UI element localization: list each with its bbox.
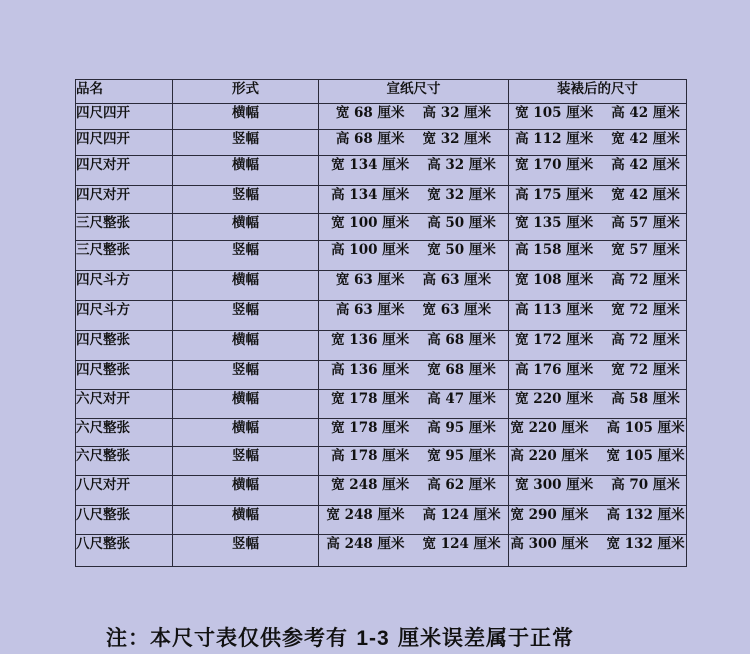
cell-paper-size <box>319 156 509 186</box>
paper-dimension: 高 32 厘米 <box>422 105 492 121</box>
table-row <box>76 476 687 506</box>
cell-name: 八尺对开 <box>76 476 173 506</box>
paper-dimension: 高 47 厘米 <box>427 391 496 407</box>
mounted-dimension: 宽 42 厘米 <box>611 131 680 147</box>
mounted-dimension: 宽 170 厘米 <box>515 157 594 173</box>
header-mounted-size: 装裱后的尺寸 <box>509 80 687 104</box>
mounted-dimension: 高 42 厘米 <box>611 105 680 121</box>
mounted-dimension: 宽 290 厘米 <box>510 507 589 523</box>
mounted-dimension: 宽 135 厘米 <box>515 215 594 231</box>
cell-name: 八尺整张 <box>76 535 173 567</box>
cell-mounted-size <box>509 156 687 186</box>
paper-dimension: 高 100 厘米 <box>331 242 410 258</box>
cell-mounted-size <box>509 535 687 567</box>
cell-form: 横幅 <box>173 104 319 130</box>
cell-form: 竖幅 <box>173 186 319 214</box>
cell-form: 竖幅 <box>173 361 319 390</box>
header-row <box>76 80 687 104</box>
cell-paper-size <box>319 447 509 476</box>
cell-name: 六尺对开 <box>76 390 173 419</box>
paper-dimension: 宽 63 厘米 <box>335 272 405 288</box>
cell-paper-size <box>319 331 509 361</box>
paper-dimension: 高 68 厘米 <box>335 131 405 147</box>
table-row <box>76 535 687 567</box>
paper-dimension: 高 50 厘米 <box>427 215 496 231</box>
paper-dimension: 高 62 厘米 <box>427 477 496 493</box>
cell-paper-size <box>319 361 509 390</box>
table-row <box>76 301 687 331</box>
mounted-dimension: 宽 300 厘米 <box>515 477 594 493</box>
paper-dimension: 宽 134 厘米 <box>331 157 410 173</box>
size-table <box>75 79 687 567</box>
table-row <box>76 447 687 476</box>
paper-dimension: 高 136 厘米 <box>331 362 410 378</box>
cell-mounted-size <box>509 271 687 301</box>
mounted-dimension: 宽 72 厘米 <box>611 362 680 378</box>
paper-dimension: 宽 248 厘米 <box>326 507 405 523</box>
cell-mounted-size <box>509 361 687 390</box>
mounted-dimension: 高 132 厘米 <box>606 507 685 523</box>
note-text <box>106 622 574 652</box>
cell-paper-size <box>319 535 509 567</box>
mounted-dimension: 高 220 厘米 <box>510 448 589 464</box>
cell-name: 四尺整张 <box>76 361 173 390</box>
paper-dimension: 宽 50 厘米 <box>427 242 496 258</box>
paper-dimension: 宽 178 厘米 <box>331 420 410 436</box>
mounted-dimension: 宽 220 厘米 <box>515 391 594 407</box>
cell-mounted-size <box>509 419 687 447</box>
cell-mounted-size <box>509 301 687 331</box>
cell-paper-size <box>319 390 509 419</box>
cell-mounted-size <box>509 130 687 156</box>
mounted-dimension: 高 58 厘米 <box>611 391 680 407</box>
table-row <box>76 156 687 186</box>
table-row <box>76 271 687 301</box>
paper-dimension: 宽 32 厘米 <box>427 187 496 203</box>
mounted-dimension: 高 300 厘米 <box>510 536 589 552</box>
table-row <box>76 506 687 535</box>
mounted-dimension: 高 70 厘米 <box>611 477 680 493</box>
paper-dimension: 高 95 厘米 <box>427 420 496 436</box>
cell-name: 八尺整张 <box>76 506 173 535</box>
cell-name: 四尺斗方 <box>76 271 173 301</box>
paper-dimension: 宽 178 厘米 <box>331 391 410 407</box>
mounted-dimension: 高 175 厘米 <box>515 187 594 203</box>
cell-name: 四尺整张 <box>76 331 173 361</box>
paper-dimension: 宽 124 厘米 <box>422 536 501 552</box>
paper-dimension: 宽 32 厘米 <box>422 131 492 147</box>
cell-paper-size <box>319 476 509 506</box>
note-suffix: 厘米误差属于正常 <box>389 625 574 650</box>
cell-form: 横幅 <box>173 331 319 361</box>
cell-form: 横幅 <box>173 476 319 506</box>
mounted-dimension: 高 72 厘米 <box>611 272 680 288</box>
cell-mounted-size <box>509 104 687 130</box>
mounted-dimension: 宽 108 厘米 <box>515 272 594 288</box>
cell-form: 竖幅 <box>173 301 319 331</box>
cell-mounted-size <box>509 331 687 361</box>
cell-form: 竖幅 <box>173 130 319 156</box>
header-form: 形式 <box>173 80 319 104</box>
table-row <box>76 130 687 156</box>
cell-form: 横幅 <box>173 156 319 186</box>
paper-dimension: 宽 248 厘米 <box>331 477 410 493</box>
cell-form: 竖幅 <box>173 241 319 271</box>
cell-mounted-size <box>509 186 687 214</box>
cell-mounted-size <box>509 214 687 241</box>
paper-dimension: 宽 95 厘米 <box>427 448 496 464</box>
table-body <box>76 104 687 567</box>
mounted-dimension: 高 105 厘米 <box>606 420 685 436</box>
mounted-dimension: 高 113 厘米 <box>515 302 594 318</box>
cell-paper-size <box>319 419 509 447</box>
cell-paper-size <box>319 506 509 535</box>
table-row <box>76 214 687 241</box>
mounted-dimension: 高 42 厘米 <box>611 157 680 173</box>
mounted-dimension: 宽 72 厘米 <box>611 302 680 318</box>
paper-dimension: 宽 136 厘米 <box>331 332 410 348</box>
paper-dimension: 高 124 厘米 <box>422 507 501 523</box>
cell-form: 横幅 <box>173 271 319 301</box>
cell-name: 六尺整张 <box>76 447 173 476</box>
mounted-dimension: 宽 57 厘米 <box>611 242 680 258</box>
paper-dimension: 高 63 厘米 <box>422 272 492 288</box>
cell-form: 横幅 <box>173 390 319 419</box>
mounted-dimension: 宽 172 厘米 <box>515 332 594 348</box>
cell-name: 三尺整张 <box>76 214 173 241</box>
cell-name: 六尺整张 <box>76 419 173 447</box>
cell-form: 横幅 <box>173 419 319 447</box>
table-row <box>76 390 687 419</box>
note-range: 1-3 <box>356 627 390 650</box>
cell-name: 四尺斗方 <box>76 301 173 331</box>
cell-form: 竖幅 <box>173 447 319 476</box>
paper-dimension: 高 248 厘米 <box>326 536 405 552</box>
cell-form: 横幅 <box>173 506 319 535</box>
header-name: 品名 <box>76 80 173 104</box>
table-row <box>76 419 687 447</box>
paper-dimension: 高 32 厘米 <box>427 157 496 173</box>
paper-dimension: 宽 100 厘米 <box>331 215 410 231</box>
cell-mounted-size <box>509 506 687 535</box>
paper-dimension: 宽 63 厘米 <box>422 302 492 318</box>
cell-paper-size <box>319 241 509 271</box>
mounted-dimension: 高 176 厘米 <box>515 362 594 378</box>
table-row <box>76 104 687 130</box>
cell-name: 四尺对开 <box>76 156 173 186</box>
cell-mounted-size <box>509 390 687 419</box>
paper-dimension: 宽 68 厘米 <box>335 105 405 121</box>
header-paper-size: 宣纸尺寸 <box>319 80 509 104</box>
note-prefix: 注：本尺寸表仅供参考有 <box>106 625 357 650</box>
mounted-dimension: 高 112 厘米 <box>515 131 594 147</box>
table-row <box>76 361 687 390</box>
cell-paper-size <box>319 104 509 130</box>
cell-form: 竖幅 <box>173 535 319 567</box>
mounted-dimension: 宽 105 厘米 <box>606 448 685 464</box>
cell-paper-size <box>319 301 509 331</box>
table-row <box>76 241 687 271</box>
paper-dimension: 高 178 厘米 <box>331 448 410 464</box>
cell-name: 三尺整张 <box>76 241 173 271</box>
cell-name: 四尺对开 <box>76 186 173 214</box>
cell-mounted-size <box>509 476 687 506</box>
cell-mounted-size <box>509 241 687 271</box>
cell-paper-size <box>319 214 509 241</box>
cell-paper-size <box>319 271 509 301</box>
mounted-dimension: 高 72 厘米 <box>611 332 680 348</box>
paper-dimension: 高 63 厘米 <box>335 302 405 318</box>
paper-dimension: 高 134 厘米 <box>331 187 410 203</box>
mounted-dimension: 高 57 厘米 <box>611 215 680 231</box>
table-header <box>76 80 687 104</box>
mounted-dimension: 宽 42 厘米 <box>611 187 680 203</box>
cell-paper-size <box>319 130 509 156</box>
mounted-dimension: 高 158 厘米 <box>515 242 594 258</box>
table-row <box>76 331 687 361</box>
mounted-dimension: 宽 220 厘米 <box>510 420 589 436</box>
mounted-dimension: 宽 132 厘米 <box>606 536 685 552</box>
cell-name: 四尺四开 <box>76 104 173 130</box>
cell-form: 横幅 <box>173 214 319 241</box>
cell-paper-size <box>319 186 509 214</box>
paper-dimension: 宽 68 厘米 <box>427 362 496 378</box>
paper-dimension: 高 68 厘米 <box>427 332 496 348</box>
cell-mounted-size <box>509 447 687 476</box>
table-row <box>76 186 687 214</box>
cell-name: 四尺四开 <box>76 130 173 156</box>
mounted-dimension: 宽 105 厘米 <box>515 105 594 121</box>
